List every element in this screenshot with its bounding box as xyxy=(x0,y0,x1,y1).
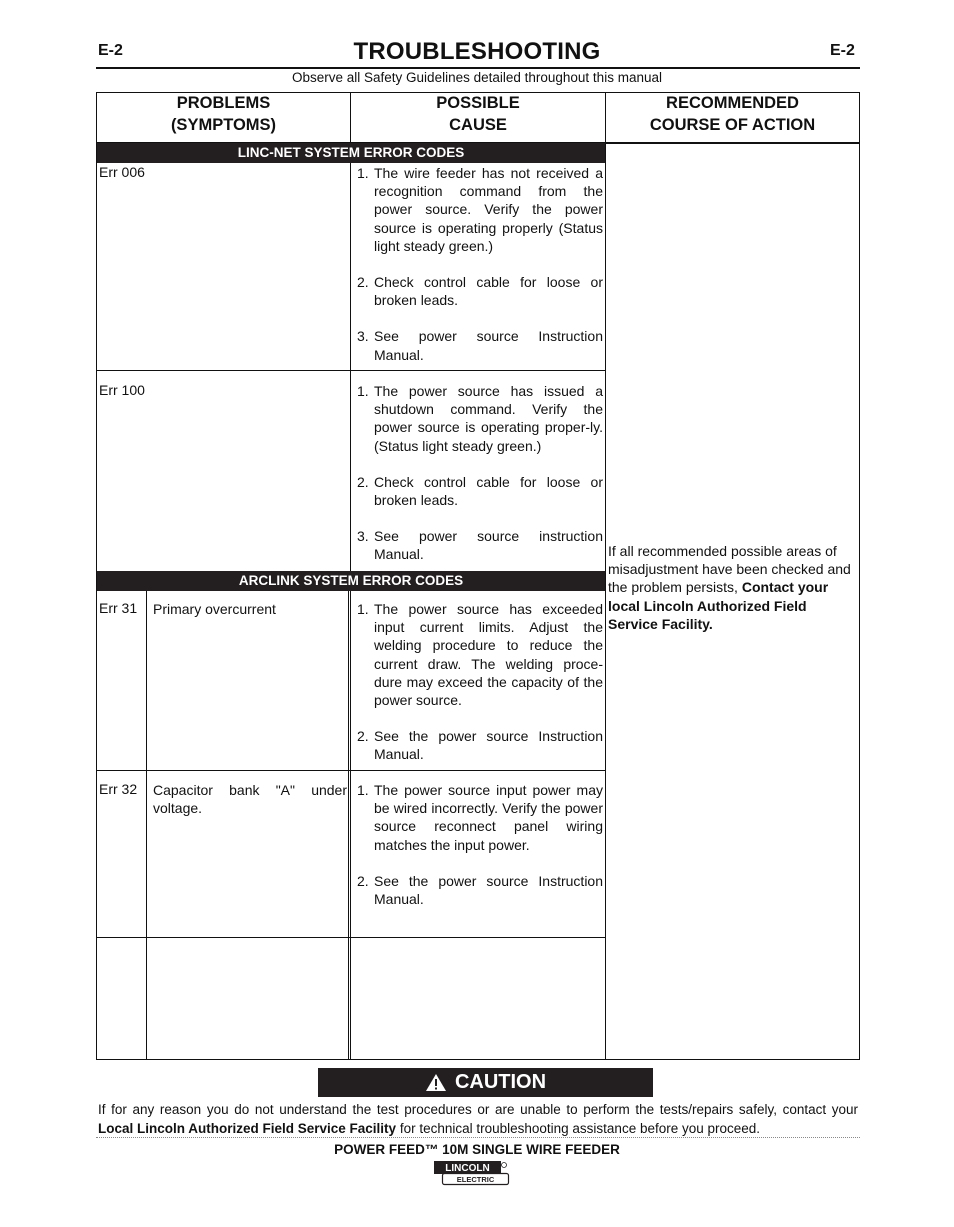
cause-item: 3. See power source Instruction Manual. xyxy=(357,328,603,363)
footer-rule xyxy=(96,1137,860,1138)
page-title: TROUBLESHOOTING xyxy=(353,38,601,65)
cause-list xyxy=(357,382,603,582)
cause-item: 2. Check control cable for loose or broken leads. xyxy=(357,274,603,309)
cause-list xyxy=(357,781,603,926)
row-divider xyxy=(96,937,605,938)
table-bottom-border xyxy=(96,1059,860,1060)
lincoln-electric-logo xyxy=(434,1161,510,1186)
caution-text: If for any reason you do not understand the test procedures or are unable to perform the tests/repairs safely, contact your Local Lincoln Authorized Field Service Facility for technical troubleshooting assistance before you proceed. xyxy=(98,1102,858,1136)
column-header-problems: PROBLEMS (SYMPTOMS) xyxy=(170,94,277,134)
symptom-text: Capacitor bank "A" under voltage. xyxy=(153,782,347,816)
cause-item: 2. See the power source Instruction Manual. xyxy=(357,728,603,763)
header-rule xyxy=(96,67,860,69)
error-code: Err 32 xyxy=(99,781,138,797)
col-divider-2 xyxy=(605,92,606,1060)
warning-icon xyxy=(425,1073,447,1092)
table-right-border xyxy=(859,92,860,1060)
error-code: Err 006 xyxy=(99,164,145,180)
recommended-action: If all recommended possible areas of misadjustment have been checked and the problem persists, Contact your local Lincoln Authorized Field Service Facility. xyxy=(608,543,851,632)
column-header-cause: POSSIBLE CAUSE xyxy=(436,94,520,134)
cause-item: 3. See power source instruction Manual. xyxy=(357,528,603,563)
cause-item: 2. See the power source Instruction Manual. xyxy=(357,872,603,908)
cause-item: 2. Check control cable for loose or broken leads. xyxy=(357,473,603,509)
cause-item: 1. The power source input power may be wired incorrectly. Verify the power source reconnect panel wiring matches the input power. xyxy=(357,782,603,853)
page-number-left: E-2 xyxy=(98,42,123,59)
error-code: Err 100 xyxy=(99,382,145,398)
page-number-right: E-2 xyxy=(830,42,855,59)
symptom-cause-divider xyxy=(348,591,349,1059)
product-name: POWER FEED™ 10M SINGLE WIRE FEEDER xyxy=(334,1142,620,1157)
cause-item: 1. The power source has exceeded input current limits. Adjust the welding procedure to reduce the current draw. The welding proce-dure may exceed the capacity of the power source. xyxy=(357,601,603,709)
svg-text:LINCOLN: LINCOLN xyxy=(445,1163,490,1174)
cause-item: 1. The power source has issued a shutdown command. Verify the power source is operating proper-ly. (Status light steady green.) xyxy=(357,383,603,454)
section-band-arclink: ARCLINK SYSTEM ERROR CODES xyxy=(97,571,605,591)
symptom-text: Primary overcurrent xyxy=(153,601,276,617)
code-symptom-divider xyxy=(146,591,147,1059)
safety-subtitle: Observe all Safety Guidelines detailed throughout this manual xyxy=(292,70,662,85)
error-code: Err 31 xyxy=(99,600,138,616)
svg-text:ELECTRIC: ELECTRIC xyxy=(456,1175,495,1184)
section-band-lincnet: LINC-NET SYSTEM ERROR CODES xyxy=(97,143,605,163)
cause-list xyxy=(357,164,603,382)
column-header-action: RECOMMENDED COURSE OF ACTION xyxy=(649,94,816,134)
caution-banner xyxy=(318,1068,653,1097)
cause-item: 1. The wire feeder has not received a recognition command from the power source. Verify the power source is operating properly (Status light steady green.) xyxy=(357,165,603,254)
cause-list xyxy=(357,600,603,782)
caution-label: CAUTION xyxy=(454,1071,547,1093)
